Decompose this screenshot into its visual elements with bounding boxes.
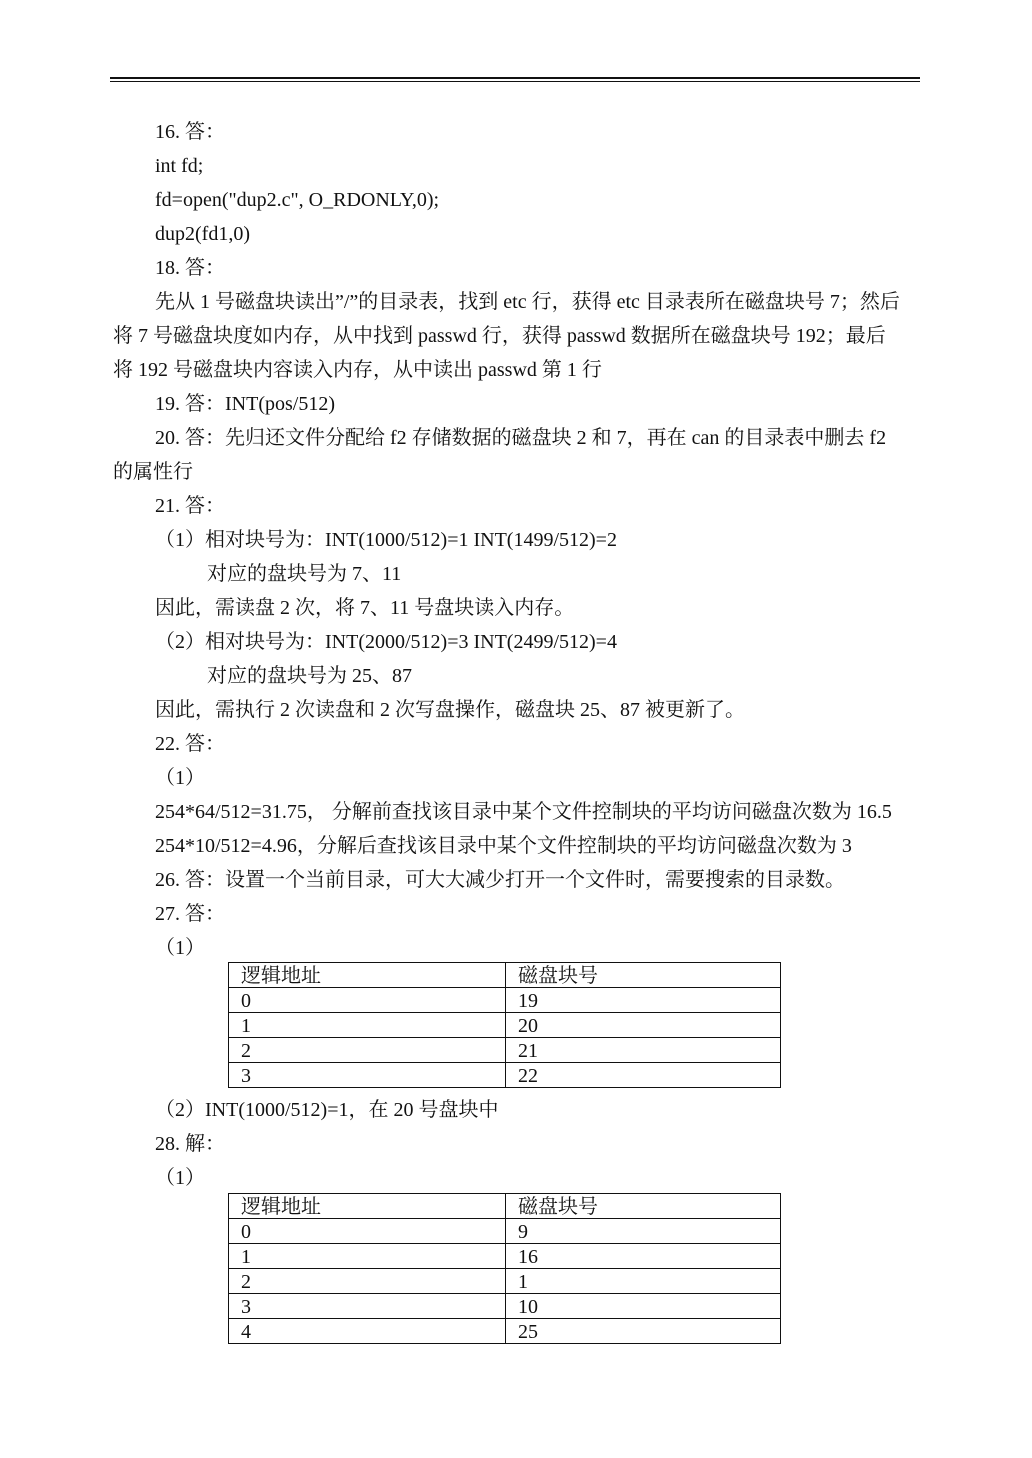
table-cell: 10 xyxy=(506,1294,781,1319)
table-cell: 0 xyxy=(229,1219,506,1244)
table-cell: 20 xyxy=(506,1013,781,1038)
answer-21-heading: 21. 答： xyxy=(155,495,225,517)
paragraph-line: 先从 1 号磁盘块读出”/”的目录表，找到 etc 行，获得 etc 目录表所在磁盘块号 7；然后 xyxy=(155,291,900,313)
paragraph-line: （1） xyxy=(155,1167,205,1189)
answer-20: 20. 答：先归还文件分配给 f2 存储数据的磁盘块 2 和 7，再在 can 的目录表中删去 f2 xyxy=(155,427,887,449)
table-cell: 3 xyxy=(229,1294,506,1319)
table-header-cell: 磁盘块号 xyxy=(506,1194,781,1219)
table-cell: 1 xyxy=(506,1269,781,1294)
answer-28-heading: 28. 解： xyxy=(155,1133,225,1155)
paragraph-line: 对应的盘块号为 7、11 xyxy=(207,563,402,585)
table-header-row xyxy=(229,1194,781,1219)
answer-22-heading: 22. 答： xyxy=(155,733,225,755)
block-table-27 xyxy=(228,962,781,1088)
paragraph-line: 将 192 号磁盘块内容读入内存，从中读出 passwd 第 1 行 xyxy=(113,359,602,381)
table-cell: 0 xyxy=(229,988,506,1013)
paragraph-line: 对应的盘块号为 25、87 xyxy=(207,665,412,687)
table-row xyxy=(229,1244,781,1269)
paragraph-line: （2）相对块号为：INT(2000/512)=3 INT(2499/512)=4 xyxy=(155,631,617,653)
table-cell: 19 xyxy=(506,988,781,1013)
header-rule-thin xyxy=(110,81,920,82)
table-row xyxy=(229,1319,781,1344)
answer-26: 26. 答：设置一个当前目录，可大大减少打开一个文件时，需要搜索的目录数。 xyxy=(155,869,845,891)
table-header-cell: 逻辑地址 xyxy=(229,1194,506,1219)
table-cell: 9 xyxy=(506,1219,781,1244)
table-row xyxy=(229,1038,781,1063)
paragraph-line: （1） xyxy=(155,937,205,959)
table-cell: 2 xyxy=(229,1269,506,1294)
paragraph-line: 因此，需读盘 2 次，将 7、11 号盘块读入内存。 xyxy=(155,597,575,619)
table-row xyxy=(229,1269,781,1294)
code-line: dup2(fd1,0) xyxy=(155,223,250,245)
block-table-28 xyxy=(228,1193,781,1344)
paragraph-line: 因此，需执行 2 次读盘和 2 次写盘操作，磁盘块 25、87 被更新了。 xyxy=(155,699,745,721)
code-line: fd=open("dup2.c", O_RDONLY,0); xyxy=(155,189,440,211)
table-row xyxy=(229,1063,781,1088)
table-cell: 4 xyxy=(229,1319,506,1344)
table-row xyxy=(229,1013,781,1038)
table-header-cell: 磁盘块号 xyxy=(506,963,781,988)
table-cell: 1 xyxy=(229,1013,506,1038)
answer-19: 19. 答：INT(pos/512) xyxy=(155,393,335,415)
paragraph-line: 将 7 号磁盘块度如内存，从中找到 passwd 行，获得 passwd 数据所在磁盘块号 192；最后 xyxy=(113,325,886,347)
paragraph-line: （2）INT(1000/512)=1，在 20 号盘块中 xyxy=(155,1099,499,1121)
paragraph-line: 254*10/512=4.96，分解后查找该目录中某个文件控制块的平均访问磁盘次数为 3 xyxy=(155,835,852,857)
table-row xyxy=(229,1219,781,1244)
table-cell: 22 xyxy=(506,1063,781,1088)
answer-18-heading: 18. 答： xyxy=(155,257,225,279)
table-cell: 25 xyxy=(506,1319,781,1344)
table-header-cell: 逻辑地址 xyxy=(229,963,506,988)
paragraph-line: （1） xyxy=(155,767,205,789)
table-cell: 16 xyxy=(506,1244,781,1269)
paragraph-line: 254*64/512=31.75， 分解前查找该目录中某个文件控制块的平均访问磁盘次数为 16.5 xyxy=(155,801,892,823)
header-rule-thick xyxy=(110,77,920,79)
code-line: int fd; xyxy=(155,155,204,177)
paragraph-line: 的属性行 xyxy=(113,461,193,483)
answer-27-heading: 27. 答： xyxy=(155,903,225,925)
table-row xyxy=(229,988,781,1013)
table-header-row xyxy=(229,963,781,988)
table-cell: 21 xyxy=(506,1038,781,1063)
answer-16-heading: 16. 答： xyxy=(155,121,225,143)
table-cell: 3 xyxy=(229,1063,506,1088)
paragraph-line: （1）相对块号为：INT(1000/512)=1 INT(1499/512)=2 xyxy=(155,529,617,551)
table-cell: 1 xyxy=(229,1244,506,1269)
table-cell: 2 xyxy=(229,1038,506,1063)
table-row xyxy=(229,1294,781,1319)
